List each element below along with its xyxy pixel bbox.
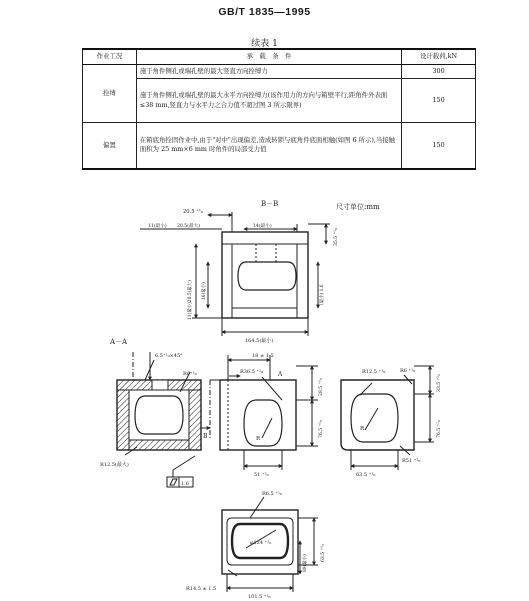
center-side-view [200,353,324,478]
load-value: 150 [402,79,476,123]
chamfer-dim: 6.5⁺¹₀×45° [155,353,183,359]
dim-phi124: φ124 ⁺²₀ [250,540,272,546]
section-mark-b: B [203,433,208,440]
top-view-section-bb [140,200,339,344]
condition-text: 在箱底角拴固作业中,由于"对中"出现偏差,造成转锁与底角件底面相触(如图 6 所示),当接触面积为 25 mm×6 mm 时角件的局部受力值 [136,123,401,169]
dim-63: 63.5 ⁺²₀ [356,472,376,478]
load-value: 300 [402,65,476,79]
radius-r14: R14.5 ± 1.5 [186,586,217,592]
radius-r51: R51 ⁺²₀ [402,458,421,464]
right-side-view [341,366,442,478]
dim-top-width: 20.5 ⁺¹₀ [183,209,204,215]
dim-right-min: 14(最小) [253,224,272,229]
dim-63-bottom: 63.5 ⁺¹₀ [321,544,326,562]
section-label-bb: B－B [261,200,279,208]
dim-33: 33.5 ⁺¹₀ [437,374,442,392]
condition-cell: 拴缚 [83,65,137,123]
flatness-value: 1.6 [181,481,189,487]
dim-76-right: 76.5 ⁺²₀ [437,420,442,438]
section-label-aa: A－A [110,338,128,346]
condition-text: 施于角件侧孔或端孔壁的最大水平方向拴缚力(该作用力的方向与箱壁平行,距角件外表面≤38 mm,竖直力与水平力之合力值不超过图 3 所示限界) [136,79,401,123]
dim-left-vertical: 11(最小)20.5(最大) [188,280,193,320]
radius-r6-right: R6 ⁺¹₀ [400,368,416,374]
radius-inner-right: R [360,426,365,432]
col-header-condition: 作业工况 [83,49,137,65]
radius-bottom: R12.5(最大) [100,462,129,468]
dim-89: 89(最小) [303,554,308,572]
unit-note: 尺寸单位:mm [336,203,380,211]
section-mark-a: A [278,371,283,378]
condition-text: 施于角件侧孔或端孔壁的最大竖直方向拴缚力 [136,65,401,79]
dim-101: 101.5 ⁺¹₀ [248,594,271,600]
col-header-load-condition: 承 载 条 件 [136,49,401,65]
dim-left-max: 20.5(最大) [177,224,201,229]
table-caption: 续表 1 [251,39,278,49]
col-header-design-load: 设计载荷,kN [402,49,476,65]
radius-r12: R12.5 ⁺¹₀ [362,369,386,375]
condition-cell: 偏置 [83,123,137,169]
bottom-view [186,491,326,600]
dim-left-min: 11(最小) [148,224,167,229]
standard-code: GB/T 1835—1995 [218,6,311,18]
radius-inner: R [256,436,261,442]
dim-right-side: 35.5 ⁺¹₀ [334,228,339,246]
radius-r6-5: R6.5 ⁺¹₀ [262,491,282,497]
dim-right-vertical: (最小) 1.6 [320,284,325,305]
dim-51: 51 ⁺²₀ [254,472,269,478]
dim-bottom-length: 164.5(最小) [245,338,274,344]
dim-76: 76.5 ⁺¹₀ [319,420,324,438]
section-view-aa [100,338,201,487]
radius-r6: R6⁺¹₀ [183,371,197,377]
load-value: 150 [402,123,476,169]
dim-left-vertical-2: 16(最小) [202,282,207,300]
radius-r36: R36.5 ⁺²₀ [240,369,264,375]
dim-18: 18 ± 1.5 [252,353,274,359]
dim-28: 28.5 ⁺¹₀ [319,378,324,396]
